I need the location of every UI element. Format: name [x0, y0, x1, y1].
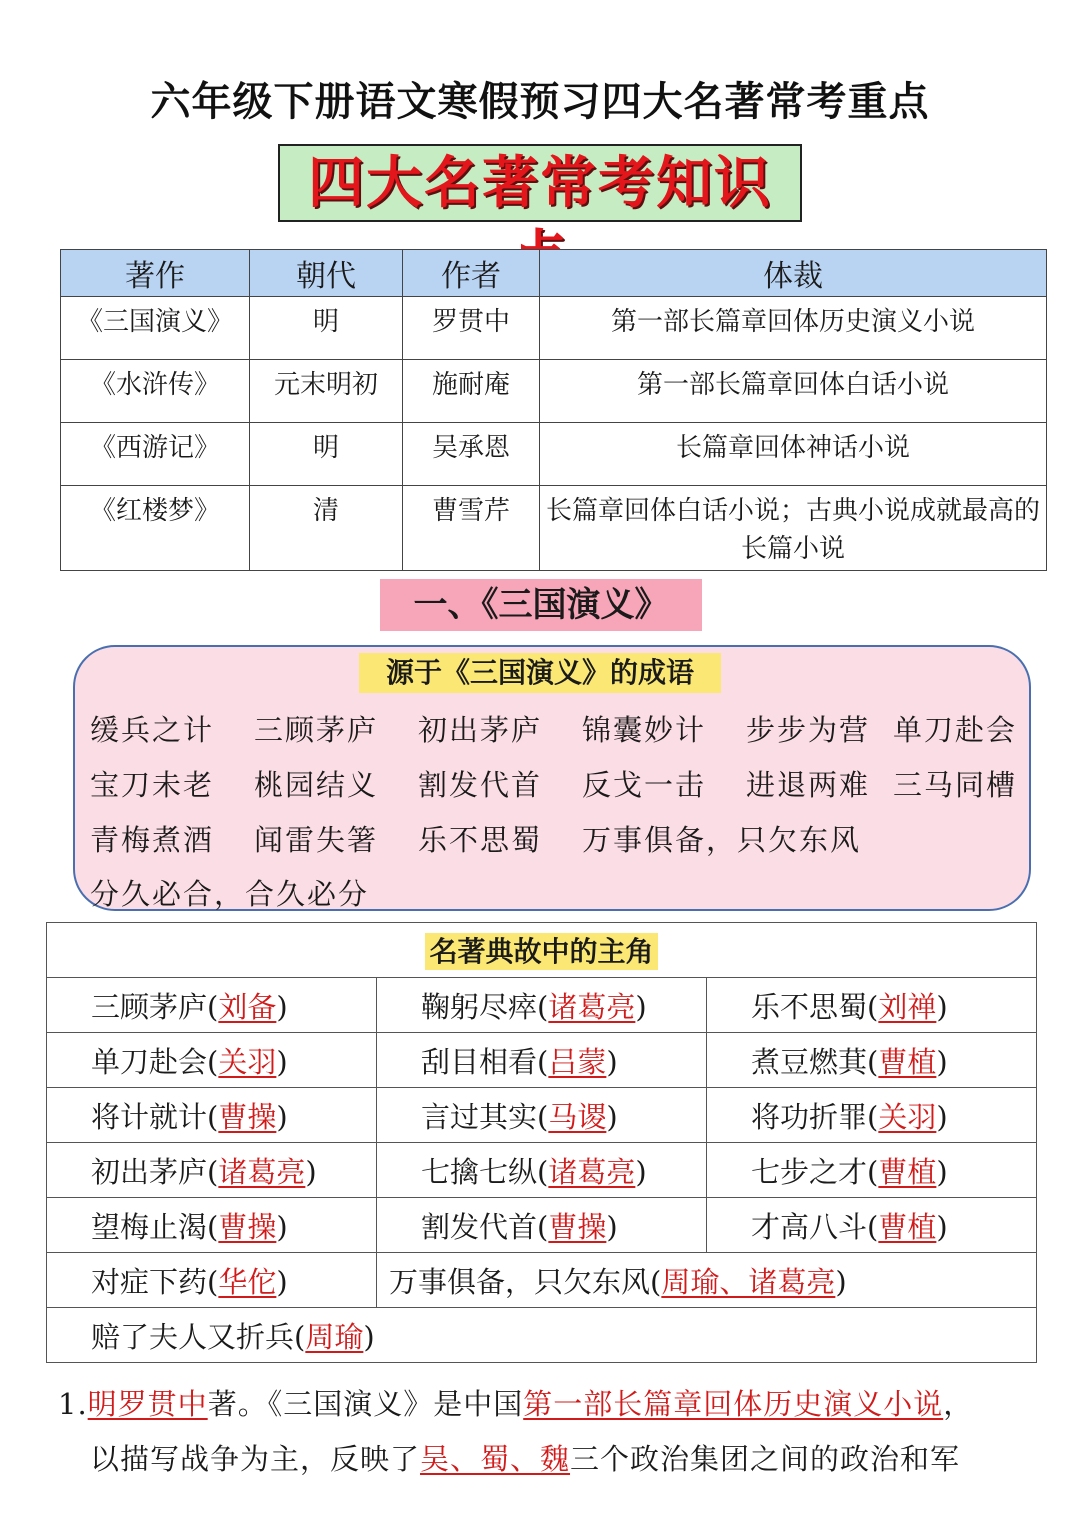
genre-cell: 长篇章回体神话小说	[540, 423, 1047, 486]
story-cell: 刮目相看(吕蒙)	[377, 1033, 707, 1088]
dynasty-cell: 明	[250, 297, 403, 360]
paragraph-text: 以描写战争为主，反映了	[90, 1442, 421, 1476]
character-name: 曹植	[878, 1044, 937, 1079]
dynasty-cell: 元末明初	[250, 360, 403, 423]
idiom-text: 单刀赴会	[91, 1044, 208, 1079]
idiom-text: 七擒七纵	[421, 1154, 538, 1189]
work-cell: 《西游记》	[61, 423, 250, 486]
idiom-item: 闻雷失箸	[254, 823, 379, 857]
story-cell: 才高八斗(曹植)	[707, 1198, 1037, 1253]
overview-row	[61, 297, 1047, 360]
character-name: 曹植	[878, 1209, 937, 1244]
idiom-text: 初出茅庐	[91, 1154, 208, 1189]
idiom-item: 锦囊妙计	[582, 713, 707, 747]
idiom-text: 七步之才	[751, 1154, 868, 1189]
author-cell: 罗贯中	[403, 297, 540, 360]
character-name: 刘禅	[878, 989, 937, 1024]
idiom-text: 割发代首	[421, 1209, 538, 1244]
story-cell: 鞠躬尽瘁(诸葛亮)	[377, 978, 707, 1033]
work-cell: 《水浒传》	[61, 360, 250, 423]
paragraph-text: 三个政治集团之间的政治和军	[570, 1442, 961, 1476]
idiom-text: 言过其实	[421, 1099, 538, 1134]
character-name: 诸葛亮	[548, 989, 636, 1024]
idiom-item: 初出茅庐	[418, 713, 543, 747]
idiom-item: 反戈一击	[582, 768, 707, 802]
idiom-text: 煮豆燃萁	[751, 1044, 868, 1079]
paragraph-line-2	[90, 1437, 960, 1478]
idiom-text: 才高八斗	[751, 1209, 868, 1244]
overview-table	[60, 249, 1047, 571]
idiom-text: 对症下药	[91, 1264, 208, 1299]
idiom-item: 单刀赴会	[893, 713, 1018, 747]
story-row	[47, 1198, 1037, 1253]
story-row	[47, 1143, 1037, 1198]
idiom-text: 乐不思蜀	[751, 989, 868, 1024]
story-header-row	[47, 923, 1037, 978]
story-table-header: 名著典故中的主角	[425, 933, 657, 970]
story-cell: 单刀赴会(关羽)	[47, 1033, 377, 1088]
idiom-item: 三顾茅庐	[254, 713, 379, 747]
paragraph-number: 1.	[58, 1387, 88, 1421]
idiom-item: 分久必合，合久必分	[90, 877, 370, 911]
idiom-text: 望梅止渴	[91, 1209, 208, 1244]
idiom-text: 三顾茅庐	[91, 989, 208, 1024]
states-highlight: 吴、蜀、魏	[420, 1442, 571, 1476]
story-row	[47, 978, 1037, 1033]
story-row	[47, 1253, 1037, 1308]
story-row	[47, 1088, 1037, 1143]
story-cell: 割发代首(曹操)	[377, 1198, 707, 1253]
character-name: 吕蒙	[548, 1044, 607, 1079]
story-cell: 言过其实(马谡)	[377, 1088, 707, 1143]
overview-row	[61, 360, 1047, 423]
overview-header-row	[61, 250, 1047, 297]
story-cell: 七步之才(曹植)	[707, 1143, 1037, 1198]
idiom-box-header: 源于《三国演义》的成语	[359, 653, 721, 693]
character-name: 曹操	[218, 1209, 277, 1244]
story-cell: 煮豆燃萁(曹植)	[707, 1033, 1037, 1088]
genre-cell: 长篇章回体白话小说；古典小说成就最高的长篇小说	[540, 486, 1047, 571]
character-name: 曹植	[878, 1154, 937, 1189]
story-cell: 万事俱备，只欠东风(周瑜、诸葛亮)	[377, 1253, 1037, 1308]
idiom-text: 鞠躬尽瘁	[421, 989, 538, 1024]
story-cell: 初出茅庐(诸葛亮)	[47, 1143, 377, 1198]
header-dynasty: 朝代	[250, 250, 403, 297]
story-cell: 望梅止渴(曹操)	[47, 1198, 377, 1253]
section-title: 一、《三国演义》	[380, 579, 702, 631]
character-name: 周瑜	[305, 1319, 364, 1354]
story-row	[47, 1033, 1037, 1088]
idiom-item: 三马同槽	[893, 768, 1018, 802]
overview-row	[61, 423, 1047, 486]
character-name: 关羽	[218, 1044, 277, 1079]
author-cell: 施耐庵	[403, 360, 540, 423]
story-cell: 七擒七纵(诸葛亮)	[377, 1143, 707, 1198]
character-name: 刘备	[218, 989, 277, 1024]
idiom-item: 青梅煮酒	[90, 823, 215, 857]
story-cell: 将功折罪(关羽)	[707, 1088, 1037, 1143]
idiom-text: 万事俱备，只欠东风	[389, 1264, 651, 1299]
author-cell: 吴承恩	[403, 423, 540, 486]
character-name: 曹操	[548, 1209, 607, 1244]
paragraph-text: 著。《三国演义》是中国	[207, 1387, 524, 1421]
character-name: 周瑜、诸葛亮	[661, 1264, 836, 1299]
story-cell: 乐不思蜀(刘禅)	[707, 978, 1037, 1033]
paragraph-text: ，	[943, 1387, 974, 1421]
header-work: 著作	[61, 250, 250, 297]
paragraph-line-1	[58, 1382, 973, 1423]
idiom-item: 割发代首	[418, 768, 543, 802]
character-name: 关羽	[878, 1099, 937, 1134]
idiom-item: 桃园结义	[254, 768, 379, 802]
story-cell: 赔了夫人又折兵(周瑜)	[47, 1308, 1037, 1363]
idiom-item: 乐不思蜀	[418, 823, 543, 857]
banner-title: 四大名著常考知识	[278, 144, 802, 222]
character-name: 诸葛亮	[218, 1154, 306, 1189]
story-cell: 三顾茅庐(刘备)	[47, 978, 377, 1033]
dynasty-cell: 清	[250, 486, 403, 571]
idiom-text: 刮目相看	[421, 1044, 538, 1079]
author-cell: 曹雪芹	[403, 486, 540, 571]
idiom-item: 步步为营	[746, 713, 871, 747]
story-row	[47, 1308, 1037, 1363]
overview-row	[61, 486, 1047, 571]
page-title: 六年级下册语文寒假预习四大名著常考重点	[150, 79, 930, 125]
idiom-item: 进退两难	[746, 768, 871, 802]
idiom-text: 将功折罪	[751, 1099, 868, 1134]
genre-cell: 第一部长篇章回体白话小说	[540, 360, 1047, 423]
character-name: 马谡	[548, 1099, 607, 1134]
dynasty-cell: 明	[250, 423, 403, 486]
story-table	[46, 922, 1037, 1363]
author-highlight: 明罗贯中	[87, 1387, 208, 1421]
genre-cell: 第一部长篇章回体历史演义小说	[540, 297, 1047, 360]
header-genre: 体裁	[540, 250, 1047, 297]
idiom-item: 宝刀未老	[90, 768, 215, 802]
idiom-item: 万事俱备，只欠东风	[582, 823, 862, 857]
idiom-item: 缓兵之计	[90, 713, 215, 747]
story-cell: 将计就计(曹操)	[47, 1088, 377, 1143]
story-cell: 对症下药(华佗)	[47, 1253, 377, 1308]
character-name: 曹操	[218, 1099, 277, 1134]
character-name: 诸葛亮	[548, 1154, 636, 1189]
genre-highlight: 第一部长篇章回体历史演义小说	[523, 1387, 944, 1421]
idiom-text: 赔了夫人又折兵	[91, 1319, 295, 1354]
idiom-text: 将计就计	[91, 1099, 208, 1134]
header-author: 作者	[403, 250, 540, 297]
work-cell: 《三国演义》	[61, 297, 250, 360]
character-name: 华佗	[218, 1264, 277, 1299]
work-cell: 《红楼梦》	[61, 486, 250, 571]
